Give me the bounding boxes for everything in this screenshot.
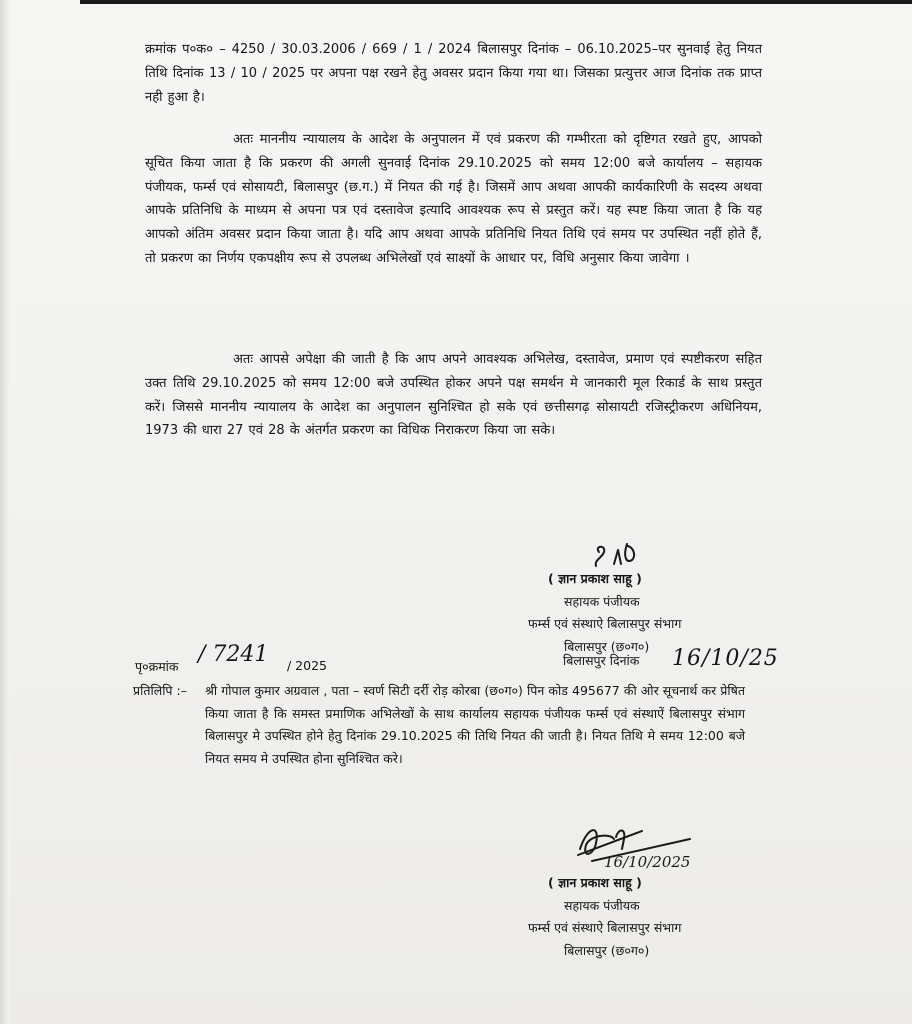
signatory-office: फर्म्स एवं संस्थाऐ बिलासपुर संभाग (528, 616, 682, 631)
paragraph-3: अतः आपसे अपेक्षा की जाती है कि आप अपने आवश्यक अभिलेख, दस्तावेज, प्रमाण एवं स्पष्टीकरण सहित उक्त तिथि 29.10.2025 को समय 12:00 बजे उपस्थित होकर अपने पक्ष समर्थन मे जानकारी मूल रिकार्ड के साथ प्रस्तुत करें। जिससे माननीय न्यायालय के आदेश का अनुपालन सुनिश्चित हो सके एवं छत्तीसगढ़ सोसायटी रजिस्ट्रीकरण अधिनियम, 1973 की धारा 27 एवं 28 के अंतर्गत प्रकरण का विधिक निराकरण किया जा सके। (145, 352, 762, 439)
signatory-place: बिलासपुर (छ०ग०) (564, 638, 650, 654)
memo-year: / 2025 (287, 658, 327, 673)
signatory-place-2: बिलासपुर (छ०ग०) (564, 942, 650, 958)
copy-paragraph: श्री गोपाल कुमार अग्रवाल , पता – स्वर्ण सिटी दर्री रोड़ कोरबा (छ०ग०) पिन कोड 495677 की ओर सूचनार्थ कर प्रेषित किया जाता है कि समस्त प्रमाणिक अभिलेखों के साथ कार्यालय सहायक पंजीयक फर्म्स एवं संस्थाऐं बिलासपुर संभाग बिलासपुर मे उपस्थित होने हेतु दिनांक 29.10.2025 की तिथि नियत की जाती है। नियत तिथि मे समय 12:00 बजे नियत समय मे उपस्थित होना सुनिश्चित करे। (205, 683, 745, 766)
signature-block-1 (528, 568, 788, 658)
signatory-office-2: फर्म्स एवं संस्थाऐ बिलासपुर संभाग (528, 920, 682, 935)
paragraph-1: क्रमांक प०क० – 4250 / 30.03.2006 / 669 / 1 / 2024 बिलासपुर दिनांक – 06.10.2025–पर सुनवाई हेतु नियत तिथि दिनांक 13 / 10 / 2025 पर अपना पक्ष रखने हेतु अवसर प्रदान किया गया था। जिसका प्रत्युत्तर आज दिनांक तक प्राप्त नही हुआ है। (145, 42, 762, 105)
paragraph-2: अतः माननीय न्यायालय के आदेश के अनुपालन में एवं प्रकरण की गम्भीरता को दृष्टिगत रखते हुए, आपको सूचित किया जाता है कि प्रकरण की अगली सुनवाई दिनांक 29.10.2025 को समय 12:00 बजे कार्यालय – सहायक पंजीयक, फर्म्स एवं सोसायटी, बिलासपुर (छ.ग.) में नियत की गई है। जिसमें आप अथवा आपकी कार्यकारिणी के सदस्य अथवा आपके प्रतिनिधि के माध्यम से अपना पत्र एवं दस्तावेज इत्यादि आवश्यक रूप से प्रस्तुत करें। यह स्पष्ट किया जाता है कि यह आपको अंतिम अवसर प्रदान किया जाता है। यदि आप अथवा आपके प्रतिनिधि नियत तिथि एवं समय पर उपस्थित नहीं होते हैं, तो प्रकरण का निर्णय एकपक्षीय रूप से उपलब्ध अभिलेखों एवं साक्ष्यों के आधार पर, विधि अनुसार किया जावेगा । (145, 132, 762, 266)
signature-block-2 (528, 872, 788, 962)
signatory-name: ( ज्ञान प्रकाश साहू ) (548, 571, 642, 586)
handwritten-date-1: 16/10/25 (672, 646, 779, 671)
signatory-designation: सहायक पंजीयक (564, 593, 640, 609)
memo-handwritten-number: / 7241 (198, 642, 269, 667)
scan-edge (80, 0, 912, 4)
signatory-name-2: ( ज्ञान प्रकाश साहू ) (548, 875, 642, 890)
copy-label: प्रतिलिपि :– (133, 683, 187, 698)
signature-2 (570, 815, 710, 875)
memo-label: पृ०क्रमांक (135, 659, 179, 674)
signatory-designation-2: सहायक पंजीयक (564, 897, 640, 913)
city-date-label: बिलासपुर दिनांक (563, 653, 640, 668)
handwritten-date-2: 16/10/2025 (604, 853, 691, 871)
scan-shadow (0, 0, 10, 1024)
